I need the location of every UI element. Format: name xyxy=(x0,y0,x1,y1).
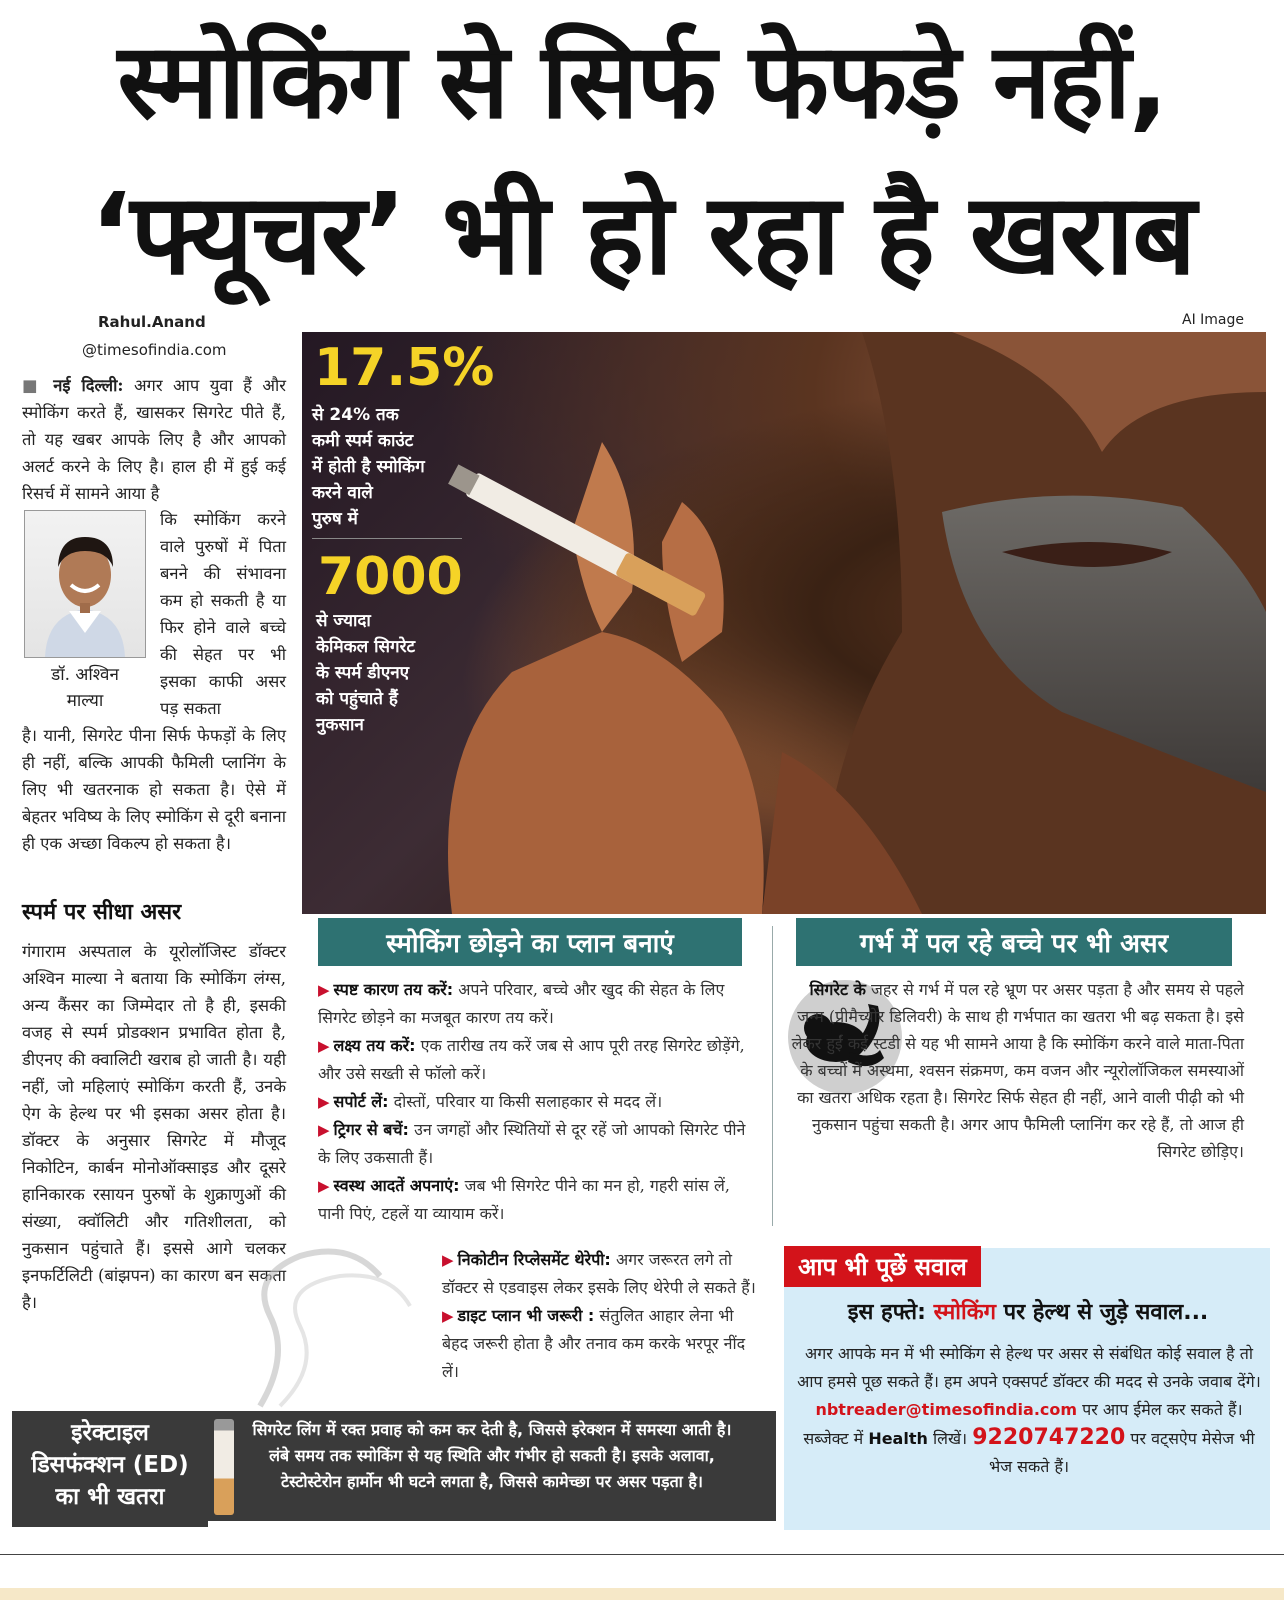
plan-tip-3-head: सपोर्ट लें: xyxy=(333,1092,389,1111)
pregnancy-lead: सिगरेट के xyxy=(809,980,866,999)
arrow-right-icon: ▶ xyxy=(442,1307,454,1325)
stat-2-line-4: को पहुंचाते हैं xyxy=(316,689,398,709)
ai-image-label: AI Image xyxy=(1182,312,1245,328)
stat-2-text xyxy=(316,608,476,738)
intro-paragraph-bottom: है। यानी, सिगरेट पीना सिर्फ फेफड़ों के लिए ही नहीं, बल्कि आपकी फैमिली प्लानिंग के लिए भी खतरनाक हो सकता है। ऐसे में बेहतर भविष्य के लिए स्मोकिंग से दूरी बनाना ही एक अच्छा विकल्प हो सकता है। xyxy=(22,726,286,853)
ed-title-box xyxy=(12,1411,208,1527)
stat-1-line-2: कमी स्पर्म काउंट xyxy=(312,431,414,451)
plan-tip-7-text: संतुलित आहार लेना भी बेहद जरूरी होता है और तनाव कम करके भरपूर नींद लें। xyxy=(442,1306,746,1381)
stat-1-value: 17.5% xyxy=(314,338,495,398)
plan-tip-6-text: अगर जरूरत लगे तो डॉक्टर से एडवाइस लेकर इसके लिए थेरेपी ले सकते हैं। xyxy=(442,1250,756,1297)
ask-title: आप भी पूछें सवाल xyxy=(784,1246,981,1287)
plan-tip-2-text: एक तारीख तय करें जब से आप पूरी तरह सिगरेट छोड़ेंगे, और उसे सख्ती से फॉलो करें। xyxy=(318,1036,745,1083)
plan-tip-3-text: दोस्तों, परिवार या किसी सलाहकार से मदद लें। xyxy=(393,1092,663,1111)
stat-1-text xyxy=(312,402,472,532)
doctor-caption xyxy=(24,662,146,714)
plan-tip-1-text: अपने परिवार, बच्चे और खुद की सेहत के लिए सिगरेट छोड़ने का मजबूत कारण तय करें। xyxy=(318,980,725,1027)
plan-tips-bottom xyxy=(442,1246,760,1386)
section-sperm-text: गंगाराम अस्पताल के यूरोलॉजिस्ट डॉक्टर अश्विन माल्या ने बताया कि स्मोकिंग लंग्स, अन्य कैंसर का जिम्मेदार तो है ही, इसकी वजह से स्पर्म प्रोडक्शन प्रभावित होता है, डीएनए की क्वालिटी खराब हो जाती है। यही नहीं, जो महिलाएं स्मोकिंग करती हैं, उनके ऐग के हेल्थ पर भी इसका असर होता है। डॉक्टर के अनुसार सिगरेट में मौजूद निकोटिन, कार्बन मोनोऑक्साइड और दूसरे हानिकारक रसायन पुरुषों के शुक्राणुओं की संख्या, क्वॉलिटी और गतिशीलता, को नुकसान पहुंचाते हैं। इससे आगे चलकर इनफर्टिलिटी (बांझपन) का कारण बन सकता है। xyxy=(22,942,286,1312)
dateline: नई दिल्ली: xyxy=(53,376,124,395)
cigarette-icon xyxy=(214,1419,234,1515)
plan-tip-1 xyxy=(318,976,750,1032)
plan-tip-2-head: लक्ष्य तय करें: xyxy=(333,1036,416,1055)
author-name: Rahul.Anand xyxy=(98,313,206,331)
plan-tip-5 xyxy=(318,1172,750,1228)
arrow-right-icon: ▶ xyxy=(318,1121,330,1139)
column-divider xyxy=(772,926,773,1226)
ask-subject: Health xyxy=(868,1429,928,1448)
pregnancy-body: जहर से गर्भ में पल रहे भ्रूण पर असर पड़ता है और समय से पहले जन्म (प्रीमैच्योर डिलिवरी) के साथ ही गर्भपात का खतरा भी बढ़ सकता है। इसे लेकर हुईं कई स्टडी से यह भी सामने आया है कि स्मोकिंग करने वाले माता-पिता के बच्चों में अस्थमा, श्वसन संक्रमण, कम वजन और न्यूरोलॉजिकल समस्याओं का खतरा अधिक रहता है। सिगरेट सिर्फ सेहत ही नहीं, आने वाली पीढ़ी को भी नुकसान पहुंचा सकती है। अगर आप फैमिली प्लानिंग कर रहे हैं, तो आज ही सिगरेट छोड़िए। xyxy=(791,980,1244,1161)
intro-wrap-text: कि स्मोकिंग करने वाले पुरुषों में पिता बनने की संभावना कम हो सकती है या फिर होने वाले बच्चे की सेहत पर भी इसका काफी असर पड़ सकता xyxy=(160,510,286,718)
ask-week-line xyxy=(790,1296,1266,1326)
doctor-caption-line-1: डॉ. अश्विन xyxy=(51,665,119,685)
arrow-right-icon: ▶ xyxy=(318,1177,330,1195)
doctor-portrait-icon xyxy=(25,511,145,657)
plan-tip-4-head: ट्रिगर से बचें: xyxy=(333,1120,409,1139)
stat-1-line-4: करने वाले xyxy=(312,483,373,503)
plan-tip-4 xyxy=(318,1116,750,1172)
arrow-right-icon: ▶ xyxy=(318,1037,330,1055)
stat-2-value: 7000 xyxy=(318,547,463,607)
plan-title: स्मोकिंग छोड़ने का प्लान बनाएं xyxy=(318,918,742,966)
intro-text-1: अगर आप युवा हैं और स्मोकिंग करते हैं, खासकर सिगरेट पीते हैं, तो यह खबर आपके लिए है और आपको अलर्ट करने के लिए है। हाल ही में हुई कई रिसर्च में सामने आया है xyxy=(22,376,287,503)
intro-paragraph-top xyxy=(22,372,286,507)
ask-email-link[interactable]: nbtreader@timesofindia.com xyxy=(815,1400,1078,1419)
arrow-right-icon: ▶ xyxy=(318,981,330,999)
plan-tip-4-text: उन जगहों और स्थितियों से दूर रहें जो आपको सिगरेट पीने के लिए उकसाती हैं। xyxy=(318,1120,746,1167)
stat-1-line-5: पुरुष में xyxy=(312,509,358,529)
ed-title-line-2: डिसफंक्शन (ED) xyxy=(31,1452,189,1478)
section-sperm-title: स्पर्म पर सीधा असर xyxy=(22,900,182,925)
ed-text-box xyxy=(208,1411,776,1521)
ask-text xyxy=(796,1340,1262,1481)
doctor-caption-line-2: माल्या xyxy=(66,691,104,711)
plan-tip-3 xyxy=(318,1088,750,1116)
ed-title-line-1: इरेक्टाइल xyxy=(71,1420,149,1446)
ask-week-label: इस हफ्ते: xyxy=(847,1300,926,1325)
ed-title-line-3: का भी खतरा xyxy=(55,1484,165,1510)
smoke-icon xyxy=(230,1236,440,1416)
plan-tip-6 xyxy=(442,1246,760,1302)
plan-tip-1-head: स्पष्ट कारण तय करें: xyxy=(333,980,454,999)
stat-2-line-1: से ज्यादा xyxy=(316,611,371,631)
page-edge xyxy=(0,1588,1284,1600)
plan-tip-5-head: स्वस्थ आदतें अपनाएं: xyxy=(333,1176,460,1195)
headline-line-2: ‘फ्यूचर’ भी हो रहा है खराब xyxy=(89,170,1195,300)
plan-tips-top xyxy=(318,976,750,1228)
doctor-photo xyxy=(24,510,146,658)
ask-body: अगर आपके मन में भी स्मोकिंग से हेल्थ पर असर से संबंधित कोई सवाल है तो आप हमसे पूछ सकते हैं। हम अपने एक्सपर्ट डॉक्टर की मदद से उनके जवाब देंगे। xyxy=(797,1344,1261,1391)
plan-tip-2 xyxy=(318,1032,750,1088)
pregnancy-title: गर्भ में पल रहे बच्चे पर भी असर xyxy=(796,918,1232,966)
ed-text: सिगरेट लिंग में रक्त प्रवाह को कम कर देती है, जिससे इरेक्शन में समस्या आती है। लंबे समय तक स्मोकिंग से यह स्थिति और गंभीर हो सकती है। इसके अलावा, टेस्टोस्टेरोन हार्मोन भी घटने लगता है, जिससे कामेच्छा पर असर पड़ता है। xyxy=(252,1420,732,1491)
arrow-right-icon: ▶ xyxy=(442,1251,454,1269)
stat-divider xyxy=(312,538,462,539)
stat-2-line-3: के स्पर्म डीएनए xyxy=(316,663,410,683)
stat-1-line-1: से 24% तक xyxy=(312,405,399,425)
ask-week-rest: पर हेल्थ से जुड़े सवाल... xyxy=(1003,1300,1209,1325)
stat-1-line-3: में होती है स्मोकिंग xyxy=(312,457,425,477)
ask-phone-link[interactable]: 9220747220 xyxy=(972,1425,1126,1450)
plan-tip-6-head: निकोटीन रिप्लेसमेंट थेरेपी: xyxy=(457,1250,611,1269)
plan-tip-7-head: डाइट प्लान भी जरूरी : xyxy=(457,1306,595,1325)
headline-line-1: स्मोकिंग से सिर्फ फेफड़े नहीं, xyxy=(117,20,1167,142)
bullet-square-icon: ■ xyxy=(22,376,43,395)
plan-tip-5-text: जब भी सिगरेट पीने का मन हो, गहरी सांस लें, पानी पिएं, टहलें या व्यायाम करें। xyxy=(318,1176,730,1223)
plan-tip-7 xyxy=(442,1302,760,1386)
stat-2-line-2: केमिकल सिगरेट xyxy=(316,637,416,657)
bottom-rule xyxy=(0,1554,1284,1555)
author-source: @timesofindia.com xyxy=(82,341,227,359)
arrow-right-icon: ▶ xyxy=(318,1093,330,1111)
ask-after-subject: लिखें। xyxy=(932,1429,968,1448)
smoker-photo xyxy=(302,332,1266,914)
ask-week-topic: स्मोकिंग xyxy=(933,1300,996,1325)
ask-after-phone: पर वट्सऐप मेसेज भी भेज सकते हैं। xyxy=(988,1429,1255,1476)
pregnancy-text xyxy=(790,976,1244,1165)
stat-2-line-5: नुकसान xyxy=(316,715,364,735)
ask-after-email: पर आप ईमेल कर सकते हैं। सब्जेक्ट में xyxy=(803,1400,1243,1448)
